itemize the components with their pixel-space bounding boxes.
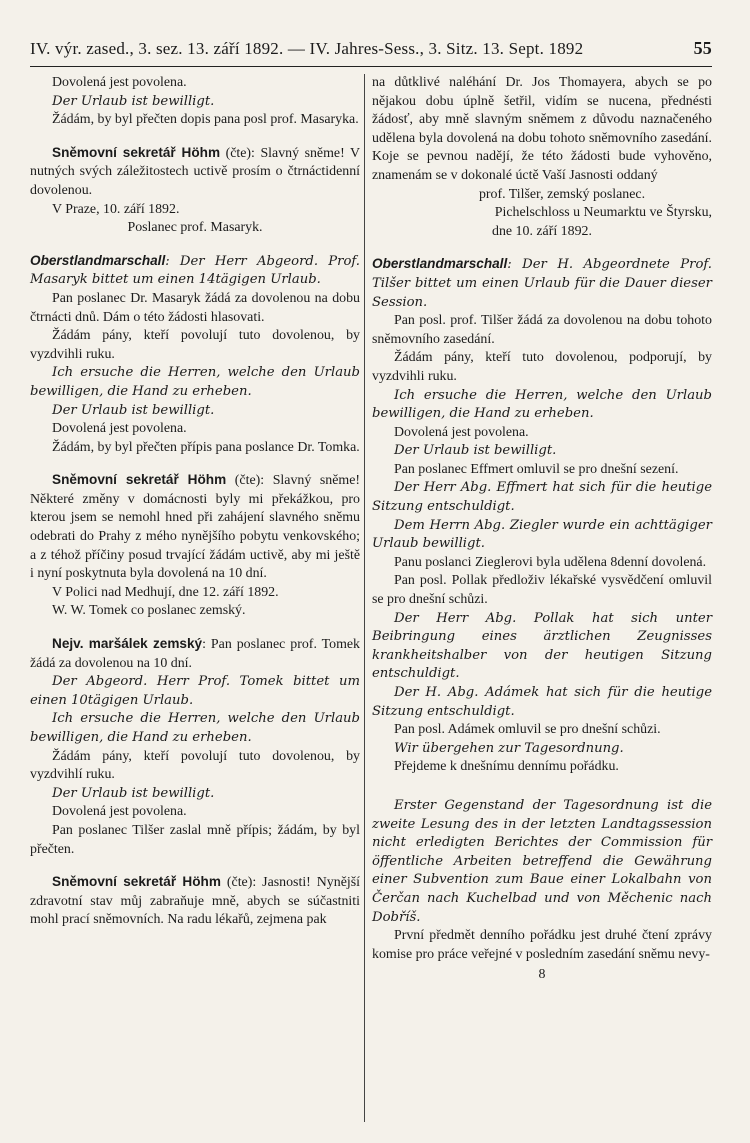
paragraph-text: Dovolená jest povolena. <box>52 75 187 90</box>
paragraph <box>372 740 712 759</box>
paragraph-text: Pan posl. Adámek omluvil se pro dnešní schůzi. <box>394 722 661 738</box>
paragraph <box>372 572 712 609</box>
paragraph <box>30 635 360 673</box>
paragraph-text: prof. Tilšer, zemský poslanec. <box>478 186 646 202</box>
paragraph-text: Žádám pány, kteří povolují tuto dovolenou, by vyzdvihli ruku. <box>30 328 360 362</box>
paragraph-text: V Praze, 10. září 1892. <box>52 201 180 217</box>
paragraph-text: Wir übergehen zur Tagesordnung. <box>394 740 624 756</box>
left-column <box>30 74 360 930</box>
paragraph <box>30 710 360 747</box>
paragraph <box>30 584 360 603</box>
paragraph <box>372 927 712 964</box>
paragraph <box>30 327 360 364</box>
running-header <box>30 38 712 64</box>
paragraph-text: Dem Herrn Abg. Ziegler wurde ein achttägiger Urlaub bewilligt. <box>372 517 712 552</box>
paragraph <box>30 290 360 327</box>
paragraph-text: Poslanec prof. Masaryk. <box>127 220 263 236</box>
paragraph <box>30 402 360 421</box>
paragraph <box>372 479 712 516</box>
paragraph-text: Dovolená jest povolena. <box>52 804 187 820</box>
paragraph <box>372 186 712 205</box>
paragraph <box>30 471 360 584</box>
paragraph-text: (čte): Slavný sněme! Některé změny v domácnosti byly mi překážkou, pro kterou jsem se nemohl hned při zahájení slavného sněmu odebrati do Prahy z mého nynějšího pobytu venkovského; a z téhož příčiny posud trvající žádám uctivě, aby mi ještě i nyní poskytnuta byla dovolená na 10 dní. <box>30 473 361 582</box>
paragraph-text: Erster Gegenstand der Tagesordnung ist die zweite Lesung des in der letzten Landtagssession nicht erledigten Berichtes der Commission für öffentliche Arbeiten betreffend die Gewährung einer Subvention zum Baue einer Lokalbahn von Čerčan nach Kuchelbad und von Měchenic nach Dobříš. <box>372 797 712 925</box>
paragraph-text: Pan poslanec Dr. Masaryk žádá za dovolenou na dobu čtrnácti dnů. Dám o této žádosti hlasovati. <box>30 290 360 325</box>
paragraph <box>30 219 360 238</box>
paragraph-text: Der Herr Abg. Effmert hat sich für die heutige Sitzung entschuldigt. <box>372 480 712 515</box>
paragraph <box>372 424 712 443</box>
paragraph-text: Pan posl. prof. Tilšer žádá za dovolenou na dobu tohoto sněmovního zasedání. <box>372 313 712 347</box>
speaker-name: Sněmovní sekretář Höhm <box>52 874 221 890</box>
paragraph <box>30 439 360 458</box>
paragraph-text: na důtklivé naléhání Dr. Jos Thomayera, abych se po nějakou dobu úplně šetřil, vidím se nucena, přednésti žádosť, aby mně slavným sněmem z důvodu naznačeného udělena byla dovolená na dobu tohoto sněmovního zasedání. Koje se pevnou nadějí, že této žádosti bude vyhověno, znamenám se v dokonalé úctě Vaší Jasnosti oddaný <box>372 75 712 183</box>
paragraph-text: dne 10. září 1892. <box>492 223 592 239</box>
paragraph-text: Dovolená jest povolena. <box>394 424 529 440</box>
paragraph <box>30 111 360 130</box>
paragraph <box>372 223 712 242</box>
paragraph-text: (čte): Jasnosti! Nynější zdravotní stav můj zabraňuje mně, abych se súčastniti mohl prací sněmovních. Na radu lékařů, zejmena pak <box>30 875 360 928</box>
speaker-name: Oberstlandmarschall <box>372 256 508 272</box>
paragraph-text: W. W. Tomek co poslanec zemský. <box>52 603 246 619</box>
paragraph <box>372 349 712 386</box>
paragraph-text: Der Abgeord. Herr Prof. Tomek bittet um einen 10tägigen Urlaub. <box>30 674 360 708</box>
signature-mark <box>372 966 712 985</box>
paragraph <box>30 673 360 710</box>
paragraph-text: Žádám, by byl přečten přípis pana poslance Dr. Tomka. <box>52 439 360 455</box>
paragraph-text: Pan poslanec Tilšer zaslal mně přípis; žádám, by byl přečten. <box>30 822 360 857</box>
paragraph-text: Panu poslanci Zieglerovi byla udělena 8denní dovolená. <box>394 554 707 570</box>
paragraph-text: Žádám, by byl přečten dopis pana posl prof. Masaryka. <box>52 112 359 128</box>
paragraph <box>372 797 712 927</box>
paragraph-text: Ich ersuche die Herren, welche den Urlaub bewilligen, die Hand zu erheben. <box>30 365 360 399</box>
speaker-name: Nejv. maršálek zemský <box>52 636 203 652</box>
paragraph-text: Der H. Abg. Adámek hat sich für die heutige Sitzung entschuldigt. <box>372 685 712 719</box>
paragraph-text: Žádám pány, kteří povolují tuto dovolenou, by vyzdvihlí ruku. <box>30 748 360 783</box>
speaker-name: Oberstlandmarschall <box>30 252 166 268</box>
running-header-title: IV. výr. zased., 3. sez. 13. září 1892. — IV. Jahres-Sess., 3. Sitz. 13. Sept. 1892 <box>30 39 584 58</box>
paragraph <box>30 803 360 822</box>
paragraph-text: Žádám pány, kteří tuto dovolenou, podporují, by vyzdvihli ruku. <box>372 350 712 384</box>
header-rule <box>30 66 712 67</box>
speaker-name: Sněmovní sekretář Höhm <box>52 144 221 160</box>
paragraph-text: Pan poslanec Effmert omluvil se pro dnešní sezení. <box>394 461 679 477</box>
page-number: 55 <box>693 38 712 58</box>
paragraph-text: Pichelschloss u Neumarktu ve Štyrsku, <box>494 205 712 221</box>
paragraph-text: : Pan poslanec prof. Tomek žádá za dovolenou na 10 dní. <box>30 637 360 671</box>
paragraph <box>372 684 712 721</box>
paragraph <box>30 93 360 112</box>
paragraph <box>372 387 712 424</box>
paragraph-text: Der Urlaub ist bewilligt. <box>52 785 215 801</box>
paragraph <box>372 758 712 777</box>
paragraph <box>30 201 360 220</box>
paragraph-text: Der Urlaub ist bewilligt. <box>52 93 215 109</box>
paragraph <box>372 721 712 740</box>
paragraph-text: Der Urlaub ist bewilligt. <box>52 402 215 418</box>
paragraph <box>30 748 360 785</box>
paragraph <box>372 517 712 554</box>
paragraph <box>30 420 360 439</box>
paragraph-text: První předmět denního pořádku jest druhé čtení zprávy komise pro práce veřejné v posledním zasedání sněmu nevy- <box>372 928 712 962</box>
paragraph <box>372 255 712 312</box>
paragraph <box>30 252 360 290</box>
paragraph-text: Ich ersuche die Herren, welche den Urlaub bewilligen, die Hand zu erheben. <box>372 387 712 422</box>
paragraph <box>30 873 360 930</box>
right-column <box>372 74 712 985</box>
paragraph <box>30 144 360 201</box>
paragraph <box>372 312 712 349</box>
paragraph <box>30 602 360 621</box>
column-divider <box>364 74 365 1122</box>
paragraph <box>372 442 712 461</box>
paragraph <box>30 785 360 804</box>
paragraph-text: Přejdeme k dnešnímu dennímu pořádku. <box>394 759 619 775</box>
paragraph <box>372 74 712 186</box>
paragraph-text: 8 <box>538 967 546 983</box>
paragraph-text: Dovolená jest povolena. <box>52 421 187 437</box>
paragraph <box>372 204 712 223</box>
paragraph-text: Pan posl. Pollak předloživ lékařské vysvědčení omluvil se pro dnešní schůzi. <box>372 573 712 608</box>
paragraph <box>30 74 360 93</box>
paragraph-text: V Polici nad Medhují, dne 12. září 1892. <box>52 584 279 600</box>
paragraph-text: (čte): Slavný sněme! V nutných svých záležitostech uctivě prosím o čtrnáctidenní dovolenou. <box>30 145 361 198</box>
paragraph <box>30 822 360 859</box>
speaker-name: Sněmovní sekretář Höhm <box>52 472 227 488</box>
paragraph <box>30 364 360 401</box>
paragraph-text: Ich ersuche die Herren, welche den Urlaub bewilligen, die Hand zu erheben. <box>30 711 360 745</box>
paragraph <box>372 554 712 573</box>
paragraph <box>372 461 712 480</box>
paragraph-text: Der Urlaub ist bewilligt. <box>394 443 557 459</box>
paragraph-text: Der Herr Abg. Pollak hat sich unter Beibringung eines ärztlichen Zeugnisses krankheitshalber von der heutigen Sitzung entschuldigt. <box>372 610 712 682</box>
paragraph <box>372 610 712 684</box>
paragraph-text: : Der H. Abgeordnete Prof. Tilšer bittet um einen Urlaub für die Dauer dieser Session. <box>372 257 712 310</box>
paragraph-text: : Der Herr Abgeord. Prof. Masaryk bittet um einen 14tägigen Urlaub. <box>30 253 360 288</box>
